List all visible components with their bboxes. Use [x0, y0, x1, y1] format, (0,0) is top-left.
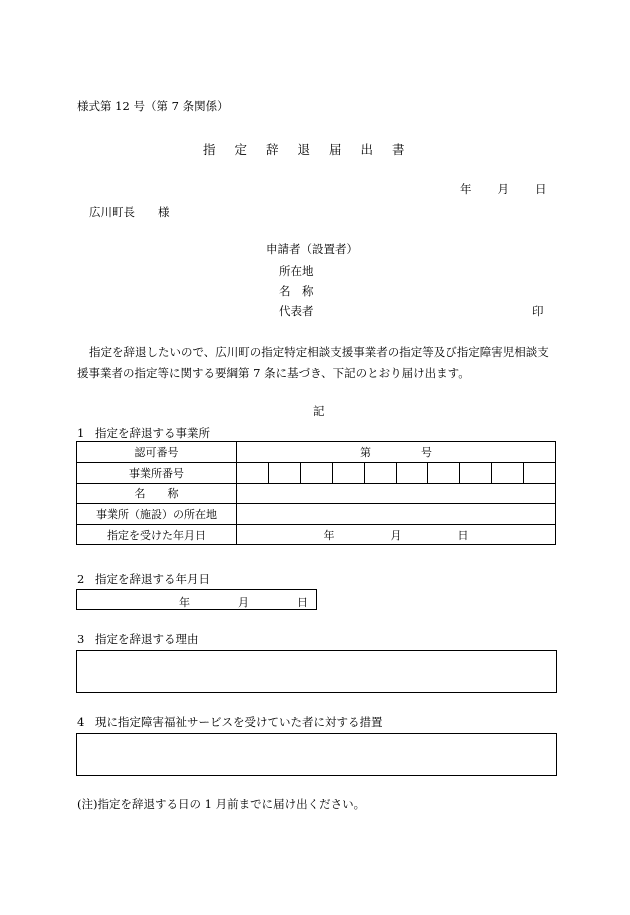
license-number-label: 認可番号 [77, 442, 237, 463]
withdrawal-date-text [179, 594, 308, 610]
section4-number: 4 [77, 715, 85, 729]
digit-box[interactable] [491, 463, 523, 483]
section1-heading [77, 428, 210, 440]
measures-field[interactable] [76, 733, 557, 776]
office-number-label: 事業所番号 [77, 462, 237, 483]
office-table [76, 441, 556, 545]
withdrawal-reason-field[interactable] [76, 650, 557, 693]
applicant-name-label: 名 称 [279, 284, 314, 298]
applicant-representative-label: 代表者 [279, 304, 314, 318]
office-number-field[interactable] [237, 462, 556, 483]
section4-heading [77, 717, 383, 729]
table-row [77, 504, 556, 525]
section2-number: 2 [77, 572, 85, 586]
date-year: 年 [460, 182, 472, 196]
digit-box[interactable] [396, 463, 428, 483]
applicant-address-label: 所在地 [279, 264, 314, 278]
withdrawal-day: 日 [297, 596, 308, 609]
date-month: 月 [497, 182, 509, 196]
table-row [77, 442, 556, 463]
section1-title: 指定を辞退する事業所 [95, 426, 210, 440]
date-day: 日 [535, 182, 547, 196]
digit-box[interactable] [364, 463, 396, 483]
digit-box[interactable] [459, 463, 491, 483]
designation-date-label: 指定を受けた年月日 [77, 524, 237, 545]
digit-box[interactable] [332, 463, 364, 483]
digit-box[interactable] [237, 463, 268, 483]
form-number: 様式第 12 号（第 7 条関係） [77, 99, 229, 113]
office-number-digit-boxes [237, 463, 555, 483]
table-row [77, 524, 556, 545]
office-name-field[interactable] [237, 483, 556, 504]
designation-year: 年 [323, 528, 335, 542]
license-number-field[interactable] [237, 442, 556, 463]
license-prefix: 第 [360, 445, 371, 459]
office-address-label: 事業所（施設）の所在地 [77, 504, 237, 525]
seal-mark: 印 [532, 304, 544, 318]
withdrawal-year: 年 [179, 596, 190, 609]
section3-title: 指定を辞退する理由 [95, 632, 199, 646]
office-address-field[interactable] [237, 504, 556, 525]
section1-number: 1 [77, 426, 85, 440]
designation-day: 日 [457, 528, 469, 542]
withdrawal-month: 月 [238, 596, 249, 609]
document-title: 指定辞退届出書 [203, 142, 424, 157]
ki-heading: 記 [313, 404, 325, 418]
section3-heading [77, 634, 199, 646]
footnote: (注)指定を辞退する日の 1 月前までに届け出ください。 [77, 797, 366, 811]
section2-title: 指定を辞退する年月日 [95, 572, 210, 586]
section4-title: 現に指定障害福祉サービスを受けていた者に対する措置 [95, 715, 383, 729]
digit-box[interactable] [268, 463, 300, 483]
license-suffix: 号 [421, 445, 432, 459]
section3-number: 3 [77, 632, 85, 646]
submission-date [460, 184, 547, 196]
digit-box[interactable] [427, 463, 459, 483]
designation-date-field[interactable] [237, 524, 556, 545]
withdrawal-date-field[interactable] [76, 589, 317, 610]
body-paragraph: 指定を辞退したいので、広川町の指定特定相談支援事業者の指定等及び指定障害児相談支援事業者の指定等に関する要綱第 7 条に基づき、下記のとおり届け出ます。 [77, 345, 549, 380]
table-row [77, 483, 556, 504]
applicant-label: 申請者（設置者） [266, 242, 358, 256]
section2-heading [77, 574, 210, 586]
table-row [77, 462, 556, 483]
addressee: 広川町長 様 [89, 205, 170, 219]
office-name-label: 名 称 [77, 483, 237, 504]
digit-box[interactable] [300, 463, 332, 483]
digit-box[interactable] [523, 463, 555, 483]
designation-month: 月 [390, 528, 402, 542]
